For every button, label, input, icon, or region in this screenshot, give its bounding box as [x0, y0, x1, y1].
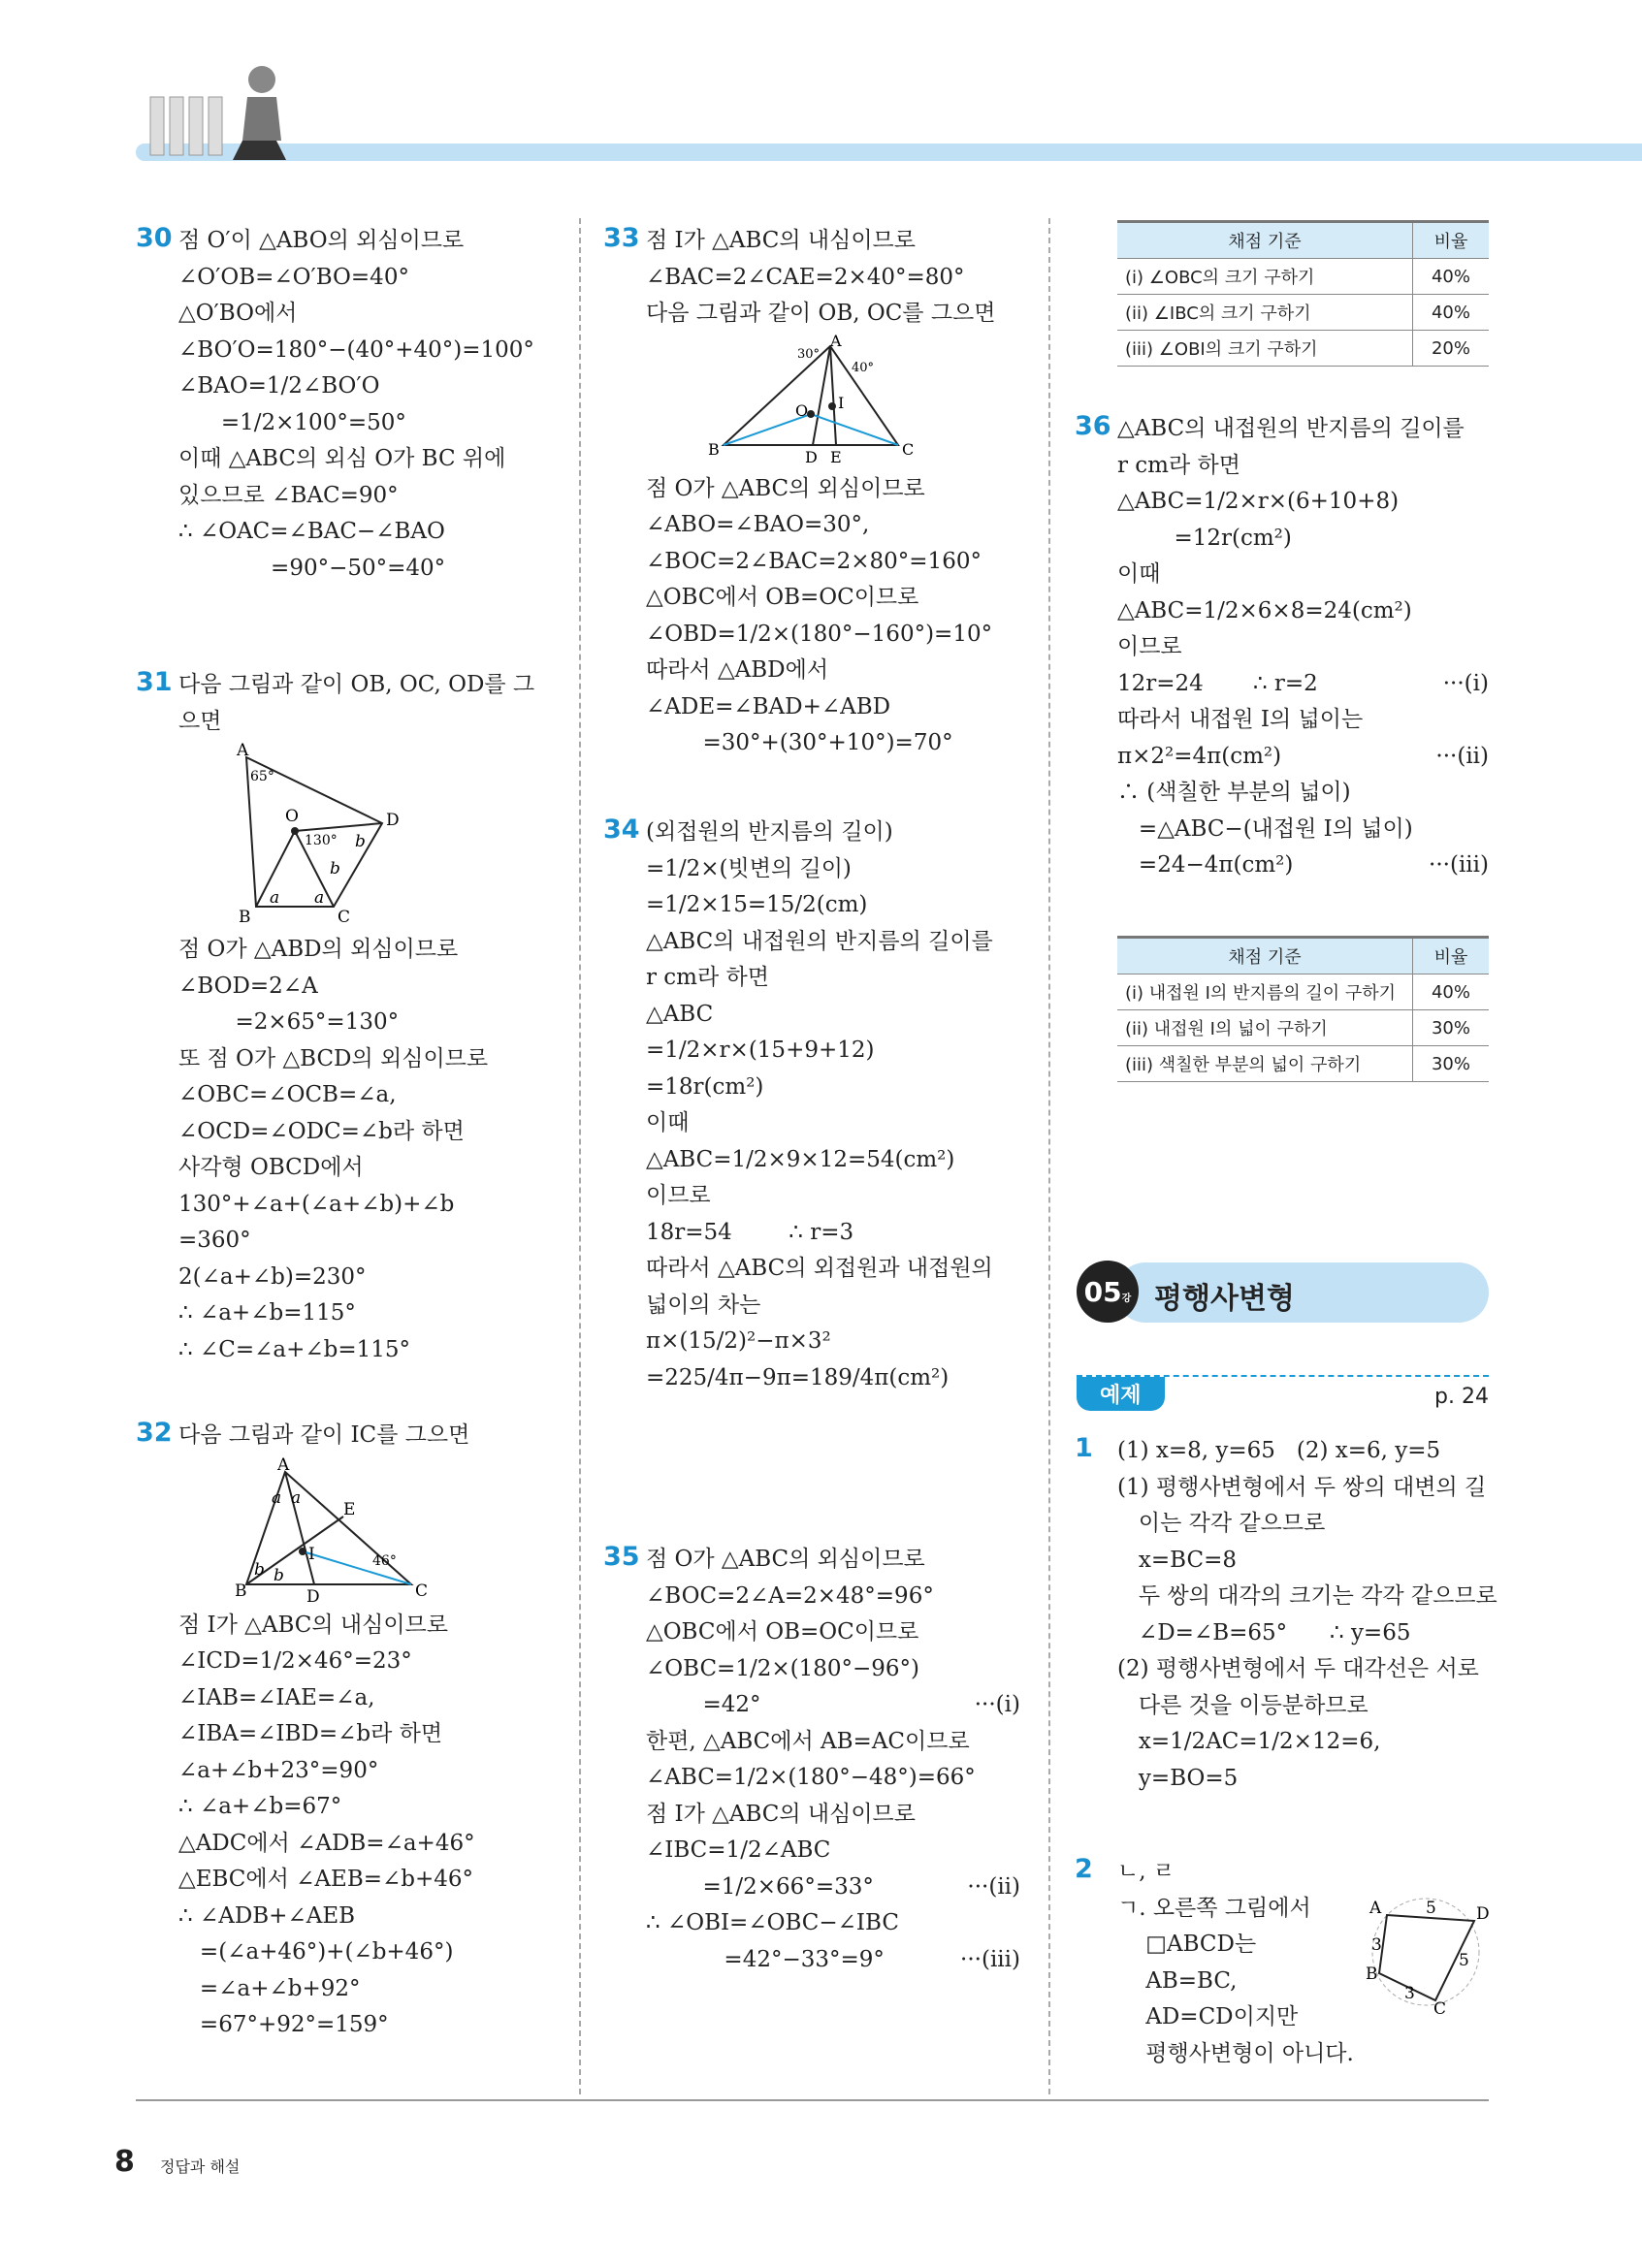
solution-line: x=BC=8 — [1117, 1547, 1238, 1573]
diagram-label: E — [830, 447, 842, 466]
step-marker: ···(iii) — [1429, 852, 1489, 878]
solution-line — [646, 1869, 1020, 1906]
problem-1 — [1075, 1433, 1497, 1797]
solution-line: x=1/2AC=1/2×12=6, — [1117, 1729, 1381, 1754]
solution-line: 18r=54 ∴ r=3 — [646, 1219, 854, 1245]
column-divider — [1048, 218, 1050, 2094]
table-cell: 40% — [1413, 259, 1490, 295]
example-header — [1077, 1375, 1489, 1412]
solution-line: △ADC에서 ∠ADB=∠a+46° — [178, 1830, 475, 1856]
solution-line: 한편, △ABC에서 AB=AC이므로 — [646, 1728, 970, 1754]
diagram-label: A — [1369, 1899, 1382, 1918]
solution-line: ㄱ. 오른쪽 그림에서 — [1117, 1895, 1311, 1921]
diagram-label: O — [795, 400, 809, 420]
solution-line: ∠D=∠B=65° ∴ y=65 — [1117, 1619, 1411, 1645]
problem-number: 34 — [603, 815, 640, 845]
diagram-label: B — [239, 908, 251, 927]
solution-text: =24−4π(cm²) — [1117, 852, 1294, 878]
solution-line: 다음 그림과 같이 IC를 그으면 — [178, 1422, 470, 1448]
solution-line: △OBC에서 OB=OC이므로 — [646, 1619, 919, 1645]
diagram-label: a — [270, 888, 280, 908]
problem-33 — [603, 223, 1020, 762]
solution-line: 다른 것을 이등분하므로 — [1117, 1692, 1368, 1718]
grading-table-36 — [1117, 936, 1489, 1082]
table-cell: (ii) ∠IBC의 크기 구하기 — [1117, 295, 1413, 331]
solution-line: =30°+(30°+10°)=70° — [646, 730, 953, 755]
solution-line: =360° — [178, 1228, 251, 1253]
solution-line: =∠a+∠b+92° — [178, 1975, 361, 2001]
diagram-label: B — [708, 439, 720, 459]
solution-line: ∠OBC=1/2×(180°−96°) — [646, 1655, 919, 1681]
step-marker: ···(ii) — [1435, 743, 1489, 769]
solution-line: (1) x=8, y=65 (2) x=6, y=5 — [1117, 1438, 1441, 1463]
solution-line: =67°+92°=159° — [178, 2012, 389, 2037]
solution-line: =1/2×100°=50° — [178, 409, 406, 435]
diagram-label: A — [830, 331, 842, 350]
solution-line: ∠OBD=1/2×(180°−160°)=10° — [646, 621, 993, 647]
diagram-label: 40° — [852, 360, 875, 375]
table-cell: (i) 내접원 I의 반지름의 길이 구하기 — [1117, 974, 1413, 1010]
solution-line: 따라서 △ABC의 외접원과 내접원의 — [646, 1256, 993, 1281]
problem-number: 2 — [1075, 1854, 1093, 1884]
solution-line: =1/2×15=15/2(cm) — [646, 892, 868, 917]
solution-line: (1) 평행사변형에서 두 쌍의 대변의 길 — [1117, 1474, 1487, 1500]
diagram-label: b — [330, 859, 340, 878]
solution-line: ∴ ∠a+∠b=67° — [178, 1794, 342, 1819]
problem-32 — [136, 1418, 553, 2044]
solution-line: AD=CD이지만 — [1117, 2004, 1299, 2029]
solution-line: 따라서 내접원 I의 넓이는 — [1117, 707, 1364, 732]
table-cell: (ii) 내접원 I의 넓이 구하기 — [1117, 1010, 1413, 1046]
solution-line: ∠ABC=1/2×(180°−48°)=66° — [646, 1765, 976, 1790]
problem-31 — [136, 667, 553, 1368]
diagram-label: 65° — [250, 769, 274, 784]
section-title: 평행사변형 — [1154, 1282, 1295, 1316]
solution-line: ㄴ, ㄹ — [1117, 1859, 1175, 1884]
solution-line: 이때 — [646, 1110, 690, 1135]
solution-text: π×2²=4π(cm²) — [1117, 743, 1282, 769]
problem-number: 30 — [136, 223, 173, 253]
solution-line: 두 쌍의 대각의 크기는 각각 같으므로 — [1117, 1583, 1497, 1609]
table-cell: 30% — [1413, 1046, 1490, 1082]
diagram-label: 130° — [305, 833, 338, 848]
solution-line: ∠BOC=2∠BAC=2×80°=160° — [646, 548, 982, 574]
problem-30 — [136, 223, 553, 587]
solution-line — [1117, 847, 1489, 884]
solution-line: ∠ADE=∠BAD+∠ABD — [646, 693, 891, 719]
solution-line: =△ABC−(내접원 I의 넓이) — [1117, 815, 1413, 842]
diagram-label: C — [902, 439, 915, 459]
footer-rule — [136, 2099, 1489, 2101]
solution-line: ∠BO′O=180°−(40°+40°)=100° — [178, 336, 534, 363]
solution-line: ∠a+∠b+23°=90° — [178, 1757, 379, 1783]
problem-36 — [1075, 411, 1489, 884]
solution-line: =1/2×(빗변의 길이) — [646, 855, 852, 881]
solution-line: △EBC에서 ∠AEB=∠b+46° — [178, 1867, 474, 1892]
solution-line: =90°−50°=40° — [178, 555, 446, 581]
diagram-label: A — [277, 1454, 290, 1475]
solution-line: △ABC의 내접원의 반지름의 길이를 — [1117, 416, 1465, 441]
solution-line: ∠BAO=1/2∠BO′O — [178, 373, 380, 399]
solution-line: □ABCD는 — [1117, 1932, 1257, 1957]
step-marker: ···(iii) — [960, 1946, 1020, 1972]
diagram-label: D — [386, 811, 400, 830]
diagram-label: C — [1433, 1999, 1447, 2019]
grading-table-35 — [1117, 220, 1489, 367]
solution-line: 점 O′이 △ABO의 외심이므로 — [178, 228, 465, 253]
solution-line: 넓이의 차는 — [646, 1292, 761, 1318]
diagram-label: b — [274, 1565, 284, 1585]
solution-line: 130°+∠a+(∠a+∠b)+∠b — [178, 1191, 455, 1217]
solution-line: ∴ ∠OBI=∠OBC−∠IBC — [646, 1910, 899, 1935]
solution-line: ∠IBA=∠IBD=∠b라 하면 — [178, 1721, 443, 1746]
solution-line: AB=BC, — [1117, 1967, 1238, 1994]
diagram-label: I — [838, 393, 845, 412]
diagram-label: 5 — [1426, 1899, 1436, 1918]
solution-text: =42° — [646, 1692, 761, 1717]
solution-line: 이므로 — [1117, 634, 1182, 659]
table-cell: (iii) 색칠한 부분의 넓이 구하기 — [1117, 1046, 1413, 1082]
diagram-label: a — [291, 1487, 302, 1508]
diagram-label: 3 — [1404, 1984, 1415, 2003]
solution-line: 이때 △ABC의 외심 O가 BC 위에 — [178, 446, 506, 471]
solution-line: 있으므로 ∠BAC=90° — [178, 482, 399, 508]
diagram-label: C — [415, 1581, 429, 1601]
solution-line: △O′BO에서 — [178, 301, 298, 326]
header-bar — [136, 144, 1642, 161]
quadrilateral-diagram — [1358, 1896, 1494, 2019]
solution-line: ∠IAB=∠IAE=∠a, — [178, 1684, 375, 1710]
problem-number: 36 — [1075, 411, 1111, 441]
diagram-label: 30° — [797, 346, 821, 362]
solution-line: ∴ ∠C=∠a+∠b=115° — [178, 1336, 411, 1362]
step-marker: ···(i) — [1442, 670, 1489, 696]
problem-number: 35 — [603, 1542, 640, 1572]
mascot-illustration-icon — [150, 58, 306, 165]
solution-line — [646, 1687, 1020, 1724]
diagram-label: D — [1476, 1904, 1490, 1924]
problem-34 — [603, 815, 1020, 1396]
table-header: 채점 기준 — [1117, 222, 1413, 259]
solution-line: ∠BOD=2∠A — [178, 973, 318, 999]
diagram-label: 5 — [1459, 1951, 1469, 1970]
step-marker: ···(i) — [974, 1692, 1020, 1717]
diagram-label: E — [343, 1499, 356, 1519]
solution-line: △ABC=1/2×6×8=24(cm²) — [1117, 597, 1412, 623]
solution-line: 따라서 △ABD에서 — [646, 657, 829, 683]
solution-line: =12r(cm²) — [1117, 525, 1292, 551]
triangle-circumcenter-incenter-diagram — [704, 331, 937, 467]
solution-line: ∠OBC=∠OCB=∠a, — [178, 1082, 397, 1107]
table-header: 비율 — [1413, 938, 1490, 974]
solution-line: 이때 — [1117, 561, 1161, 587]
diagram-label: A — [237, 741, 249, 760]
solution-line: 또 점 O가 △BCD의 외심이므로 — [178, 1045, 489, 1071]
solution-line: 다음 그림과 같이 OB, OC를 그으면 — [646, 301, 996, 326]
solution-line: ∴ (색칠한 부분의 넓이) — [1117, 780, 1351, 805]
solution-line — [646, 1942, 1020, 1979]
solution-line: △ABC — [646, 1001, 714, 1027]
solution-line: ∠ICD=1/2×46°=23° — [178, 1648, 412, 1674]
solution-line: △ABC=1/2×r×(6+10+8) — [1117, 489, 1400, 514]
solution-line: r cm라 하면 — [646, 965, 769, 990]
diagram-label: B — [235, 1581, 247, 1601]
solution-line: =18r(cm²) — [646, 1073, 764, 1100]
diagram-label: B — [1366, 1965, 1378, 1984]
problem-number: 33 — [603, 223, 640, 253]
page-number: 8 — [114, 2145, 135, 2179]
diagram-label: D — [306, 1586, 320, 1607]
solution-line: =225/4π−9π=189/4π(cm²) — [646, 1364, 950, 1390]
problem-number: 31 — [136, 667, 173, 697]
table-cell: 30% — [1413, 1010, 1490, 1046]
diagram-label: 46° — [372, 1552, 397, 1569]
solution-line: 2(∠a+∠b)=230° — [178, 1263, 367, 1290]
solution-line: 점 O가 △ABD의 외심이므로 — [178, 937, 459, 962]
solution-line: △ABC의 내접원의 반지름의 길이를 — [646, 928, 993, 954]
solution-line: 다음 그림과 같이 OB, OC, OD를 그 — [178, 672, 535, 697]
example-page-ref: p. 24 — [1434, 1385, 1489, 1409]
column-divider — [579, 218, 581, 2094]
solution-line: =1/2×r×(15+9+12) — [646, 1038, 875, 1063]
solution-line: ∠OCD=∠ODC=∠b라 하면 — [178, 1118, 465, 1144]
problem-number: 1 — [1075, 1433, 1093, 1463]
quadrilateral-obcd-diagram — [237, 741, 431, 928]
solution-line: ∴ ∠a+∠b=115° — [178, 1300, 356, 1326]
solution-line: ∠BAC=2∠CAE=2×40°=80° — [646, 264, 965, 290]
example-tag: 예제 — [1077, 1377, 1165, 1411]
solution-line: 사각형 OBCD에서 — [178, 1155, 364, 1180]
table-cell: 40% — [1413, 974, 1490, 1010]
solution-line: y=BO=5 — [1117, 1765, 1239, 1791]
solution-line: 점 I가 △ABC의 내심이므로 — [646, 228, 916, 253]
table-cell: 40% — [1413, 295, 1490, 331]
solution-line: △ABC=1/2×9×12=54(cm²) — [646, 1146, 955, 1172]
solution-line: (외접원의 반지름의 길이) — [646, 819, 893, 845]
solution-line — [1117, 666, 1489, 703]
solution-text: 12r=24 ∴ r=2 — [1117, 670, 1318, 696]
solution-line: 이므로 — [646, 1183, 711, 1208]
solution-text: =42°−33°=9° — [646, 1946, 885, 1972]
solution-line: 점 O가 △ABC의 외심이므로 — [646, 475, 925, 501]
diagram-label: b — [355, 832, 366, 851]
triangle-incenter-diagram — [235, 1454, 440, 1607]
section-number-badge — [1077, 1261, 1139, 1323]
diagram-label: C — [338, 908, 351, 927]
solution-line: ∠O′OB=∠O′BO=40° — [178, 264, 409, 290]
solution-line: 으면 — [178, 708, 222, 734]
solution-line: ∠IBC=1/2∠ABC — [646, 1837, 831, 1863]
table-cell: 20% — [1413, 331, 1490, 367]
solution-line — [1117, 739, 1489, 776]
section-number: 05 — [1083, 1275, 1122, 1308]
solution-line: 점 I가 △ABC의 내심이므로 — [646, 1801, 916, 1827]
solution-line: =2×65°=130° — [178, 1009, 400, 1035]
solution-line: r cm라 하면 — [1117, 452, 1240, 478]
solution-line: =(∠a+46°)+(∠b+46°) — [178, 1939, 454, 1965]
diagram-label: O — [285, 807, 299, 826]
diagram-label: a — [314, 888, 325, 908]
solution-line: 평행사변형이 아니다. — [1117, 2040, 1354, 2066]
diagram-label: I — [308, 1544, 315, 1564]
solution-line: (2) 평행사변형에서 두 대각선은 서로 — [1117, 1656, 1479, 1681]
problem-number: 32 — [136, 1418, 173, 1448]
solution-line: 이는 각각 같으므로 — [1117, 1511, 1326, 1536]
solution-line: 점 I가 △ABC의 내심이므로 — [178, 1612, 448, 1638]
solution-line: ∠ABO=∠BAO=30°, — [646, 512, 870, 537]
section-suffix: 강 — [1121, 1293, 1132, 1304]
solution-line: ∠BOC=2∠A=2×48°=96° — [646, 1582, 934, 1609]
table-header: 비율 — [1413, 222, 1490, 259]
solution-line: π×(15/2)²−π×3² — [646, 1328, 831, 1354]
footer-label: 정답과 해설 — [160, 2157, 241, 2176]
solution-text: =1/2×66°=33° — [646, 1873, 874, 1900]
solution-line: ∴ ∠ADB+∠AEB — [178, 1902, 356, 1929]
solution-line: ∴ ∠OAC=∠BAC−∠BAO — [178, 519, 445, 544]
diagram-label: 3 — [1371, 1935, 1382, 1955]
diagram-label: b — [254, 1559, 265, 1580]
solution-line: △OBC에서 OB=OC이므로 — [646, 585, 919, 610]
table-header: 채점 기준 — [1117, 938, 1413, 974]
solution-line: 점 O가 △ABC의 외심이므로 — [646, 1547, 925, 1572]
step-marker: ···(ii) — [967, 1873, 1020, 1900]
problem-35 — [603, 1542, 1020, 1978]
diagram-label: a — [272, 1487, 282, 1508]
table-cell: (iii) ∠OBI의 크기 구하기 — [1117, 331, 1413, 367]
diagram-label: D — [805, 447, 818, 466]
section-header — [1077, 1262, 1489, 1325]
table-cell: (i) ∠OBC의 크기 구하기 — [1117, 259, 1413, 295]
